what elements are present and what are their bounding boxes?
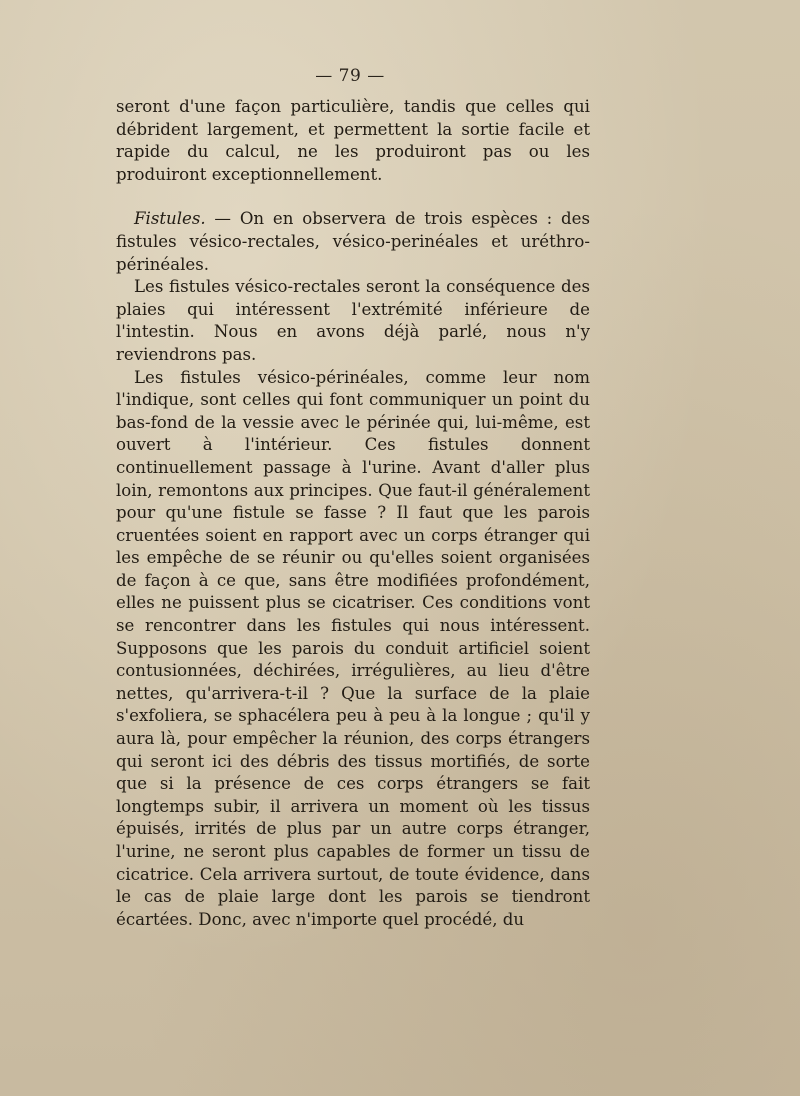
page-number: — 79 —: [315, 66, 385, 86]
paragraph-fistules: [116, 208, 590, 276]
paragraph-vesico-rectales: Les fistules vésico-rectales seront la conséquence des plaies qui intéressent l'extrémité inférieure de l'intestin. Nous en avons déjà parlé, nous n'y reviendrons pas.: [116, 277, 590, 364]
section-heading: Fistules.: [134, 209, 206, 229]
body-text: [116, 96, 590, 931]
paragraph-fistules-text: — On en observera de trois espèces : des fistules vésico-rectales, vésico-perinéales et uréthro-périnéales.: [116, 209, 590, 274]
paragraph-vesico-perineales: Les fistules vésico-périnéales, comme leur nom l'indique, sont celles qui font communiquer un point du bas-fond de la vessie avec le périnée qui, lui-même, est ouvert à l'intérieur. Ces fistules donnent continuellement passage à l'urine. Avant d'aller plus loin, remontons aux principes. Que faut-il généralement pour qu'une fistule se fasse ? Il faut que les parois cruentées soient en rapport avec un corps étranger qui les empêche de se réunir ou qu'elles soient organisées de façon à ce que, sans être modifiées profondément, elles ne puissent plus se cicatriser. Ces conditions vont se rencontrer dans les fistules qui nous intéressent. Supposons que les parois du conduit artificiel soient contusionnées, déchirées, irrégulières, au lieu d'être nettes, qu'arrivera-t-il ? Que la surface de la plaie s'exfoliera, se sphacélera peu à peu à la longue ; qu'il y aura là, pour empêcher la réunion, des corps étrangers qui seront ici des débris des tissus mortifiés, de sorte que si la présence de ces corps étrangers se fait longtemps subir, il arrivera un moment où les tissus épuisés, irrités de plus par un autre corps étranger, l'urine, ne seront plus capables de former un tissu de cicatrice. Cela arrivera surtout, de toute évidence, dans le cas de plaie large dont les parois se tiendront écartées. Donc, avec n'importe quel procédé, du: [116, 367, 590, 929]
paragraph-continuation: seront d'une façon particulière, tandis que celles qui débrident largement, et permettent la sortie facile et rapide du calcul, ne les produiront pas ou les produiront exceptionnellement.: [116, 97, 590, 184]
